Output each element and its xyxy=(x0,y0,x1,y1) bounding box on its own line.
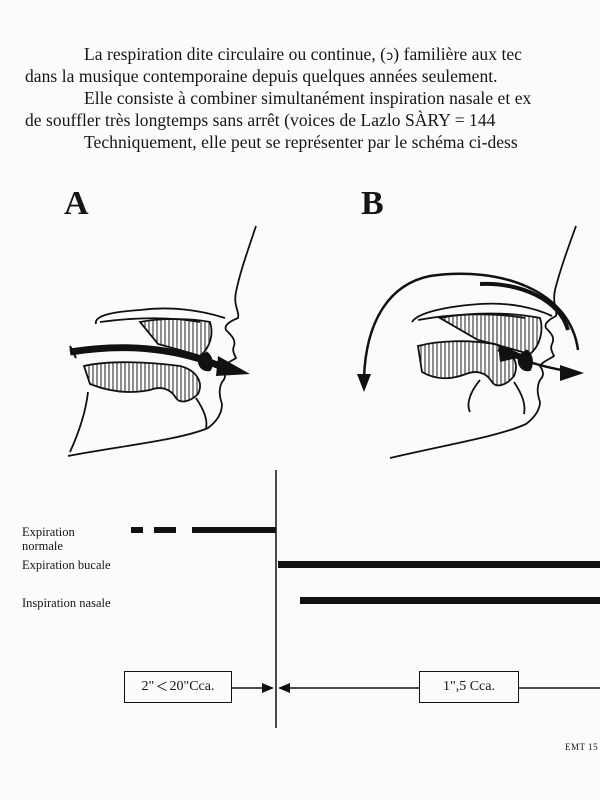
bar-inspiration-nasale xyxy=(300,597,600,604)
head-diagram-b xyxy=(390,226,576,458)
paragraph-line-5: Techniquement, elle peut se représenter par le schéma ci-dess xyxy=(84,132,518,152)
figure-label-b: B xyxy=(361,185,384,222)
duration-max: 20"Cca. xyxy=(169,679,215,694)
label-row1-line2: normale xyxy=(22,539,63,553)
duration-box-circular: 1",5 Cca. xyxy=(419,671,519,703)
paragraph-line-4: de souffler très longtemps sans arrêt (voices de Lazlo SÀRY = 144 xyxy=(25,110,496,130)
crescendo-sign: < xyxy=(156,676,168,698)
arrowhead-b-right xyxy=(560,365,584,381)
duration-min: 2" xyxy=(141,679,155,694)
head-diagram-a xyxy=(68,226,256,456)
bar-expiration-bucale xyxy=(278,561,600,568)
figure-label-a: A xyxy=(64,185,89,222)
text-p1-rest: ) familière aux tec xyxy=(393,44,522,64)
paragraph-line-2: dans la musique contemporaine depuis quelques années seulement. xyxy=(25,66,498,86)
bar-expiration-normale xyxy=(131,527,276,533)
page-footer-code: EMT 15 xyxy=(565,742,599,752)
circular-breathing-symbol: ↄ xyxy=(386,49,394,64)
paragraph-line-3: Elle consiste à combiner simultanément inspiration nasale et ex xyxy=(84,88,532,108)
label-row1-line1: Expiration xyxy=(22,525,75,539)
label-inspiration-nasale: Inspiration nasale xyxy=(22,596,111,610)
arrowhead-b-down xyxy=(357,374,371,392)
label-expiration-bucale: Expiration bucale xyxy=(22,558,111,572)
duration-box-normal xyxy=(124,671,232,703)
label-expiration-normale xyxy=(22,525,75,553)
text-p1: La respiration dite circulaire ou continue, ( xyxy=(84,44,387,64)
